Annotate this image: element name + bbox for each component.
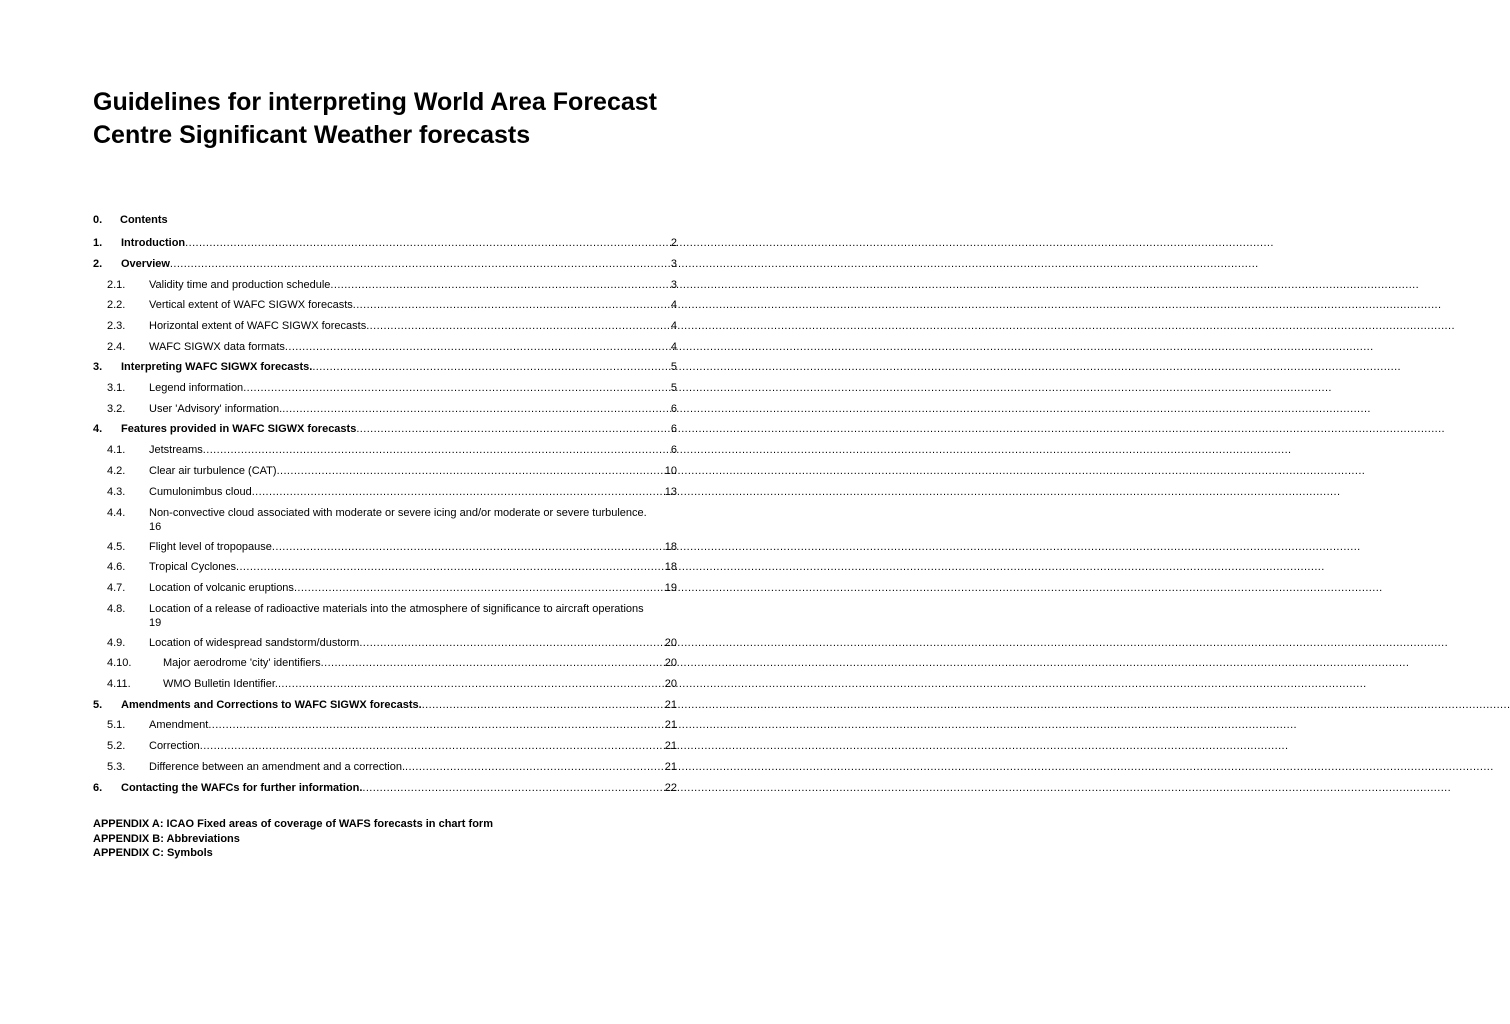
toc-entry[interactable] <box>93 298 677 312</box>
toc-entry-number: 4.10. <box>107 657 132 669</box>
toc-entry[interactable] <box>93 464 677 478</box>
toc-leader-dots <box>185 236 670 250</box>
toc-leader-dots <box>200 739 664 753</box>
toc-leader-dots <box>294 581 664 595</box>
toc-entry-page: 4 <box>670 299 677 311</box>
appendix-entry[interactable]: APPENDIX A: ICAO Fixed areas of coverage of WAFS forecasts in chart form <box>93 818 493 830</box>
toc-entry-number: 5.1. <box>107 719 126 731</box>
toc-entry-title: Overview <box>121 258 170 270</box>
toc-entry-number: 4. <box>93 423 103 435</box>
toc-entry-number: 4.9. <box>107 637 126 649</box>
toc-entry-number: 3.1. <box>107 382 126 394</box>
toc-entry-number: 2.3. <box>107 320 126 332</box>
toc-entry-page: 4 <box>670 320 677 332</box>
toc-entry-number: 4.2. <box>107 465 126 477</box>
toc-entry-number: 3. <box>93 361 103 373</box>
toc-entry-number: 4.4. <box>107 507 126 519</box>
toc-entry[interactable] <box>93 340 677 354</box>
toc-entry-title: Contacting the WAFCs for further information. <box>121 782 363 794</box>
toc-entry-title: WAFC SIGWX data formats <box>149 341 285 353</box>
toc-entry[interactable] <box>93 319 677 333</box>
toc-entry-page: 2 <box>670 237 677 249</box>
toc-entry[interactable] <box>93 760 677 774</box>
toc-entry[interactable] <box>93 602 677 630</box>
toc-entry-number: 2.1. <box>107 279 126 291</box>
toc-entry-page: 21 <box>664 699 677 711</box>
toc-leader-dots <box>362 781 663 795</box>
toc-entry-title: User 'Advisory' information. <box>149 403 283 415</box>
toc-entry-number: 5.3. <box>107 761 126 773</box>
toc-entry[interactable] <box>93 636 677 650</box>
toc-entry[interactable] <box>93 581 677 595</box>
toc-leader-dots <box>285 340 670 354</box>
toc-entry-title: Horizontal extent of WAFC SIGWX forecasts <box>149 320 367 332</box>
toc-entry-page: 6 <box>670 403 677 415</box>
toc-entry-page: 4 <box>670 341 677 353</box>
toc-leader-dots <box>312 360 670 374</box>
toc-entry-number: 2.2. <box>107 299 126 311</box>
toc-entry-number: 2. <box>93 258 103 270</box>
toc-entry[interactable] <box>93 718 677 732</box>
toc-leader-dots <box>405 760 664 774</box>
toc-entry-title: Major aerodrome 'city' identifiers <box>163 657 321 669</box>
toc-entry[interactable] <box>93 381 677 395</box>
toc-entry-number: 4.8. <box>107 603 126 615</box>
toc-entry[interactable] <box>93 360 677 374</box>
toc-entry-title: Amendment <box>149 719 209 731</box>
toc-entry-title: Tropical Cyclones <box>149 561 237 573</box>
toc-entry[interactable] <box>93 278 677 292</box>
toc-leader-dots <box>359 636 663 650</box>
document-title: Guidelines for interpreting World Area Forecast Centre Significant Weather forecasts <box>93 88 657 149</box>
toc-entry-page: 21 <box>664 740 677 752</box>
toc-entry-page: 6 <box>670 444 677 456</box>
toc-entry[interactable] <box>93 443 677 457</box>
toc-entry[interactable] <box>93 506 677 534</box>
appendix-list <box>93 817 493 861</box>
toc-entry[interactable] <box>93 698 677 712</box>
toc-entry-page: 6 <box>670 423 677 435</box>
toc-leader-dots <box>366 319 670 333</box>
toc-entry[interactable] <box>93 656 677 670</box>
toc-entry-number: 4.11. <box>107 678 131 690</box>
toc-entry[interactable] <box>93 677 677 691</box>
toc-entry-title: Location of widespread sandstorm/dustorm <box>149 637 360 649</box>
toc-entry[interactable] <box>93 236 677 250</box>
toc-entry-number: 5. <box>93 699 103 711</box>
toc-leader-dots <box>252 485 664 499</box>
toc-entry-title: Validity time and production schedule <box>149 279 331 291</box>
contents-label: Contents <box>120 214 168 226</box>
toc-entry[interactable] <box>93 257 677 271</box>
toc-entry-title: Non-convective cloud associated with moderate or severe icing and/or moderate or severe turbulence. <box>149 507 647 519</box>
toc-leader-dots <box>170 257 670 271</box>
toc-entry-page: 20 <box>664 637 677 649</box>
toc-leader-dots <box>203 443 670 457</box>
toc-leader-dots <box>277 464 664 478</box>
toc-entry-page: 21 <box>664 719 677 731</box>
toc-entry-number: 4.1. <box>107 444 126 456</box>
toc-entry[interactable] <box>93 781 677 795</box>
toc-entry-title: WMO Bulletin Identifier. <box>163 678 278 690</box>
appendix-entry[interactable]: APPENDIX C: Symbols <box>93 847 213 859</box>
appendix-entry[interactable]: APPENDIX B: Abbreviations <box>93 832 240 845</box>
toc-entry-number: 3.2. <box>107 403 126 415</box>
toc-entry[interactable] <box>93 560 677 574</box>
toc-leader-dots <box>356 422 670 436</box>
contents-number: 0. <box>93 214 103 226</box>
toc-entry-title: Flight level of tropopause <box>149 541 272 553</box>
toc-entry-page: 5 <box>670 382 677 394</box>
toc-entry-number: 6. <box>93 782 103 794</box>
toc-entry-page: 20 <box>664 678 677 690</box>
toc-entry[interactable] <box>93 540 677 554</box>
toc-leader-dots <box>330 278 669 292</box>
toc-leader-dots <box>422 698 664 712</box>
toc-entry-page: 16 <box>149 521 162 533</box>
toc-entry-title: Vertical extent of WAFC SIGWX forecasts <box>149 299 353 311</box>
toc-entry[interactable] <box>93 422 677 436</box>
toc-entry-number: 2.4. <box>107 341 126 353</box>
toc-leader-dots <box>208 718 663 732</box>
toc-entry-page: 3 <box>670 258 677 270</box>
toc-entry-number: 4.7. <box>107 582 126 594</box>
toc-entry-page: 10 <box>664 465 677 477</box>
toc-entry-page: 19 <box>664 582 677 594</box>
toc-entry-page: 3 <box>670 279 677 291</box>
toc-entry-title: Legend information <box>149 382 244 394</box>
contents-heading <box>93 214 168 226</box>
toc-entry-title: Location of a release of radioactive materials into the atmosphere of significance to aircraft operations <box>149 603 644 615</box>
toc-entry-title: Introduction <box>121 237 186 249</box>
toc-leader-dots <box>243 381 670 395</box>
toc-leader-dots <box>282 402 670 416</box>
toc-entry-number: 4.5. <box>107 541 126 553</box>
toc-entry-page: 21 <box>664 761 677 773</box>
toc-entry[interactable] <box>93 739 677 753</box>
toc-entry-page: 5 <box>670 361 677 373</box>
toc-entry-title: Interpreting WAFC SIGWX forecasts. <box>121 361 313 373</box>
toc-leader-dots <box>278 677 664 691</box>
toc-entry[interactable] <box>93 485 677 499</box>
toc-entry-title: Amendments and Corrections to WAFC SIGWX forecasts. <box>121 699 422 711</box>
toc-entry-page: 18 <box>664 561 677 573</box>
toc-entry-title: Jetstreams <box>149 444 203 456</box>
toc-entry-title: Difference between an amendment and a correction. <box>149 761 406 773</box>
toc-entry-page: 18 <box>664 541 677 553</box>
toc-entry-number: 4.6. <box>107 561 126 573</box>
toc-entry-title: Location of volcanic eruptions <box>149 582 294 594</box>
toc-entry-title: Features provided in WAFC SIGWX forecasts <box>121 423 357 435</box>
toc-entry-page: 13 <box>664 486 677 498</box>
toc-entry-number: 1. <box>93 237 103 249</box>
toc-entry-number: 5.2. <box>107 740 126 752</box>
toc-leader-dots <box>321 656 664 670</box>
toc-leader-dots <box>353 298 670 312</box>
toc-entry-title: Cumulonimbus cloud <box>149 486 252 498</box>
toc-entry-title: Correction <box>149 740 200 752</box>
toc-entry-title: Clear air turbulence (CAT) <box>149 465 277 477</box>
toc-entry-number: 4.3. <box>107 486 126 498</box>
toc-entry-page: 22 <box>664 782 677 794</box>
toc-entry[interactable] <box>93 402 677 416</box>
toc-entry-page: 19 <box>149 617 162 629</box>
toc-entry-page: 20 <box>664 657 677 669</box>
toc-leader-dots <box>236 560 664 574</box>
toc-leader-dots <box>272 540 664 554</box>
